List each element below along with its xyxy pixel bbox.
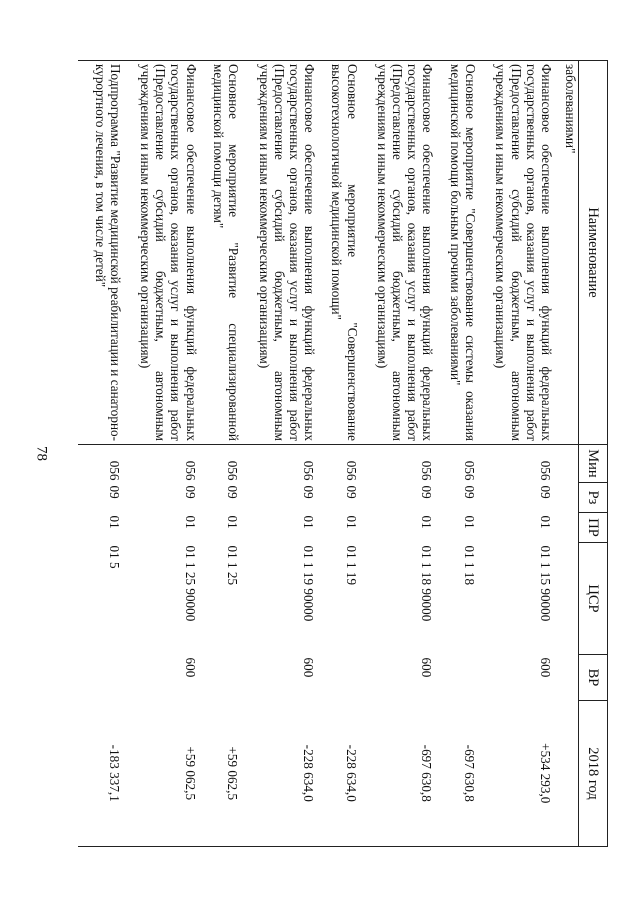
row-pr: 01 bbox=[419, 515, 435, 529]
row-min: 056 bbox=[537, 460, 553, 481]
row-vr: 600 bbox=[301, 657, 317, 678]
row-value: -697 630,8 bbox=[436, 701, 478, 847]
row-vr: 600 bbox=[182, 657, 198, 678]
row-name: Финансовое обеспечение выполнения функций федеральных государственных органов, оказания услуг и выполнения работ (Предоставление субсидий бюджетным, автономным учреждениям и иным некоммерческим организациям) bbox=[123, 61, 199, 445]
header-year: 2018 год bbox=[579, 701, 608, 847]
row-name: Основное мероприятие "Развитие специализированной медицинской помощи детям" bbox=[199, 61, 241, 445]
row-rz: 09 bbox=[225, 485, 241, 499]
row-pr: 01 bbox=[301, 515, 317, 529]
row-rz: 09 bbox=[182, 485, 198, 499]
row-csr: 01 1 15 90000 bbox=[537, 545, 553, 622]
row-rz: 09 bbox=[106, 485, 122, 499]
table-row bbox=[436, 61, 478, 847]
row-name: Финансовое обеспечение выполнения функций федеральных государственных органов, оказания услуг и выполнения работ (Предоставление субсидий бюджетным, автономным учреждениям и иным некоммерческим организациям) bbox=[478, 61, 554, 445]
row-value bbox=[554, 701, 579, 847]
row-name: Подпрограмма "Развитие медицинской реабилитации и санаторно-курортного лечения, в том числе детей" bbox=[78, 61, 123, 445]
row-pr: 01 bbox=[182, 515, 198, 529]
row-rz: 09 bbox=[343, 485, 359, 499]
row-min: 056 bbox=[301, 460, 317, 481]
row-pr: 01 bbox=[537, 515, 553, 529]
table-row bbox=[78, 61, 123, 847]
row-csr: 01 1 18 90000 bbox=[419, 545, 435, 622]
row-value: +59 062,5 bbox=[199, 701, 241, 847]
row-pr: 01 bbox=[106, 515, 122, 529]
row-min: 056 bbox=[419, 460, 435, 481]
header-vr: ВР bbox=[579, 655, 608, 701]
row-csr: 01 5 bbox=[106, 545, 122, 569]
row-vr bbox=[199, 655, 241, 701]
row-pr: 01 bbox=[343, 515, 359, 529]
row-min bbox=[554, 445, 579, 483]
row-min: 056 bbox=[106, 460, 122, 481]
row-name: Основное мероприятие "Совершенствование высокотехнологичной медицинской помощи" bbox=[317, 61, 359, 445]
row-pr: 01 bbox=[461, 515, 477, 529]
row-vr bbox=[78, 655, 123, 701]
row-value: -228 634,0 bbox=[241, 701, 317, 847]
row-name: заболеваниями" bbox=[554, 61, 579, 445]
table-row bbox=[478, 61, 554, 847]
row-csr: 01 1 18 bbox=[461, 545, 477, 586]
page-number: 78 bbox=[33, 446, 50, 461]
header-row bbox=[579, 61, 608, 847]
row-csr: 01 1 19 bbox=[343, 545, 359, 586]
row-vr bbox=[317, 655, 359, 701]
row-value: -697 630,8 bbox=[360, 701, 436, 847]
header-csr: ЦСР bbox=[579, 543, 608, 655]
row-rz bbox=[554, 483, 579, 513]
table-row bbox=[554, 61, 579, 847]
row-value: -183 337,1 bbox=[78, 701, 123, 847]
row-name: Финансовое обеспечение выполнения функций федеральных государственных органов, оказания услуг и выполнения работ (Предоставление субсидий бюджетным, автономным учреждениям и иным некоммерческим организациям) bbox=[360, 61, 436, 445]
row-vr bbox=[554, 655, 579, 701]
row-vr bbox=[436, 655, 478, 701]
row-csr bbox=[554, 543, 579, 655]
row-rz: 09 bbox=[301, 485, 317, 499]
row-value: -228 634,0 bbox=[317, 701, 359, 847]
row-min: 056 bbox=[343, 460, 359, 481]
table-row bbox=[317, 61, 359, 847]
row-pr: 01 bbox=[225, 515, 241, 529]
header-pr: ПР bbox=[579, 513, 608, 543]
row-csr: 01 1 25 bbox=[225, 545, 241, 586]
row-min: 056 bbox=[182, 460, 198, 481]
row-pr bbox=[554, 513, 579, 543]
row-rz: 09 bbox=[537, 485, 553, 499]
row-vr: 600 bbox=[419, 657, 435, 678]
row-value: +59 062,5 bbox=[123, 701, 199, 847]
row-name: Основное мероприятие "Совершенствование системы оказания медицинской помощи больным прочими заболеваниями" bbox=[436, 61, 478, 445]
table-row bbox=[199, 61, 241, 847]
table-row bbox=[360, 61, 436, 847]
rotated-table-container bbox=[78, 60, 608, 846]
table-row bbox=[241, 61, 317, 847]
row-rz: 09 bbox=[419, 485, 435, 499]
row-rz: 09 bbox=[461, 485, 477, 499]
row-csr: 01 1 19 90000 bbox=[301, 545, 317, 622]
row-value: +534 293,0 bbox=[478, 701, 554, 847]
row-min: 056 bbox=[461, 460, 477, 481]
row-vr: 600 bbox=[537, 657, 553, 678]
header-name: Наименование bbox=[579, 61, 608, 445]
row-csr: 01 1 25 90000 bbox=[182, 545, 198, 622]
row-min: 056 bbox=[225, 460, 241, 481]
header-rz: Рз bbox=[579, 483, 608, 513]
row-name: Финансовое обеспечение выполнения функций федеральных государственных органов, оказания услуг и выполнения работ (Предоставление субсидий бюджетным, автономным учреждениям и иным некоммерческим организациям) bbox=[241, 61, 317, 445]
table-row bbox=[123, 61, 199, 847]
budget-table bbox=[78, 60, 608, 847]
header-min: Мин bbox=[579, 445, 608, 483]
